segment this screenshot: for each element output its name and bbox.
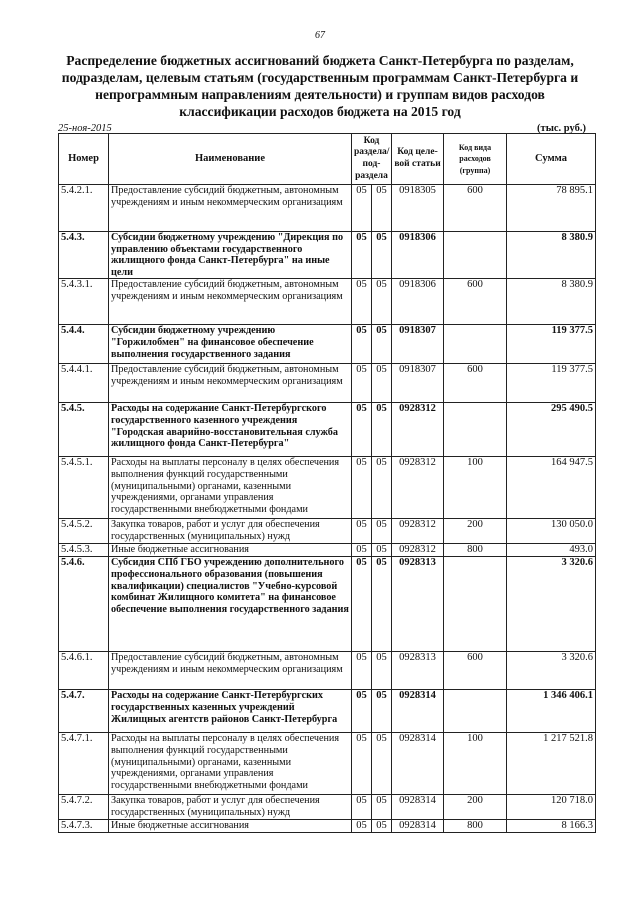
row-target-code: 0918306 xyxy=(392,232,444,279)
row-expense-code: 100 xyxy=(444,733,507,795)
row-section-code: 05 xyxy=(352,403,372,457)
table-header-row xyxy=(59,134,596,185)
table-row xyxy=(59,690,596,733)
row-section-code: 05 xyxy=(352,325,372,364)
table-row xyxy=(59,403,596,457)
row-subsection-code: 05 xyxy=(372,557,392,652)
row-section-code: 05 xyxy=(352,185,372,232)
row-expense-code: 800 xyxy=(444,544,507,557)
row-number: 5.4.6.1. xyxy=(59,652,109,690)
row-name: Расходы на содержание Санкт-Петербургского государственного казенного учреждения "Городская аварийно-восстановительная служба жилищного фонда Санкт-Петербурга" xyxy=(109,403,352,457)
row-subsection-code: 05 xyxy=(372,519,392,544)
row-number: 5.4.7.2. xyxy=(59,795,109,820)
row-name: Предоставление субсидий бюджетным, автономным учреждениям и иным некоммерческим организациям xyxy=(109,279,352,325)
document-date: 25-ноя-2015 xyxy=(58,123,112,134)
row-amount: 78 895.1 xyxy=(507,185,596,232)
row-name: Предоставление субсидий бюджетным, автономным учреждениям и иным некоммерческим организациям xyxy=(109,652,352,690)
row-target-code: 0928313 xyxy=(392,652,444,690)
row-target-code: 0918306 xyxy=(392,279,444,325)
header-sum: Сумма xyxy=(507,134,596,185)
row-number: 5.4.3.1. xyxy=(59,279,109,325)
row-amount: 8 166.3 xyxy=(507,820,596,833)
row-amount: 120 718.0 xyxy=(507,795,596,820)
row-subsection-code: 05 xyxy=(372,652,392,690)
row-section-code: 05 xyxy=(352,733,372,795)
row-number: 5.4.7.1. xyxy=(59,733,109,795)
header-number: Номер xyxy=(59,134,109,185)
row-target-code: 0918307 xyxy=(392,325,444,364)
row-expense-code xyxy=(444,403,507,457)
row-section-code: 05 xyxy=(352,457,372,519)
row-amount: 119 377.5 xyxy=(507,325,596,364)
row-number: 5.4.3. xyxy=(59,232,109,279)
row-expense-code xyxy=(444,325,507,364)
table-row xyxy=(59,557,596,652)
row-section-code: 05 xyxy=(352,544,372,557)
row-expense-code: 200 xyxy=(444,795,507,820)
table-row xyxy=(59,519,596,544)
row-number: 5.4.5. xyxy=(59,403,109,457)
row-subsection-code: 05 xyxy=(372,544,392,557)
row-section-code: 05 xyxy=(352,795,372,820)
row-name: Предоставление субсидий бюджетным, автономным учреждениям и иным некоммерческим организациям xyxy=(109,185,352,232)
row-target-code: 0918307 xyxy=(392,364,444,403)
row-amount: 130 050.0 xyxy=(507,519,596,544)
row-expense-code xyxy=(444,690,507,733)
row-name: Субсидии бюджетному учреждению "Горжилобмен" на финансовое обеспечение выполнения государственного задания xyxy=(109,325,352,364)
row-target-code: 0928313 xyxy=(392,557,444,652)
row-subsection-code: 05 xyxy=(372,733,392,795)
header-expense: Код вида расходов (группа) xyxy=(444,134,507,185)
table-row xyxy=(59,185,596,232)
row-subsection-code: 05 xyxy=(372,457,392,519)
row-amount: 8 380.9 xyxy=(507,232,596,279)
row-subsection-code: 05 xyxy=(372,279,392,325)
row-section-code: 05 xyxy=(352,519,372,544)
row-name: Расходы на выплаты персоналу в целях обеспечения выполнения функций государственными (муниципальными) органами, казенными учреждениями, органами управления государственными внебюджетными фондами xyxy=(109,457,352,519)
row-name: Иные бюджетные ассигнования xyxy=(109,820,352,833)
row-subsection-code: 05 xyxy=(372,364,392,403)
row-amount: 3 320.6 xyxy=(507,652,596,690)
row-subsection-code: 05 xyxy=(372,232,392,279)
table-row xyxy=(59,364,596,403)
page-number: 67 xyxy=(315,30,325,41)
row-expense-code xyxy=(444,232,507,279)
row-expense-code: 600 xyxy=(444,279,507,325)
row-number: 5.4.2.1. xyxy=(59,185,109,232)
row-number: 5.4.6. xyxy=(59,557,109,652)
row-subsection-code: 05 xyxy=(372,403,392,457)
row-name: Закупка товаров, работ и услуг для обеспечения государственных (муниципальных) нужд xyxy=(109,795,352,820)
row-target-code: 0918305 xyxy=(392,185,444,232)
row-name: Закупка товаров, работ и услуг для обеспечения государственных (муниципальных) нужд xyxy=(109,519,352,544)
row-target-code: 0928314 xyxy=(392,690,444,733)
row-amount: 1 346 406.1 xyxy=(507,690,596,733)
table-body xyxy=(59,185,596,833)
units-label: (тыс. руб.) xyxy=(537,123,586,134)
row-expense-code: 600 xyxy=(444,652,507,690)
row-section-code: 05 xyxy=(352,232,372,279)
row-section-code: 05 xyxy=(352,820,372,833)
header-target: Код целе- вой статьи xyxy=(392,134,444,185)
row-number: 5.4.5.3. xyxy=(59,544,109,557)
row-amount: 295 490.5 xyxy=(507,403,596,457)
row-amount: 3 320.6 xyxy=(507,557,596,652)
row-number: 5.4.4.1. xyxy=(59,364,109,403)
row-amount: 164 947.5 xyxy=(507,457,596,519)
document-title: Распределение бюджетных ассигнований бюджета Санкт-Петербурга по разделам, подразделам, целевым статьям (государственным программам Санкт-Петербурга и непрограммным направлениям деятельности) и группам видов расходов классификации расходов бюджета на 2015 год xyxy=(61,53,579,119)
table-row xyxy=(59,232,596,279)
row-name: Предоставление субсидий бюджетным, автономным учреждениям и иным некоммерческим организациям xyxy=(109,364,352,403)
row-section-code: 05 xyxy=(352,690,372,733)
row-subsection-code: 05 xyxy=(372,690,392,733)
table-row xyxy=(59,733,596,795)
row-amount: 493.0 xyxy=(507,544,596,557)
table-row xyxy=(59,795,596,820)
row-subsection-code: 05 xyxy=(372,325,392,364)
row-name: Расходы на выплаты персоналу в целях обеспечения выполнения функций государственными (муниципальными) органами, казенными учреждениями, органами управления государственными внебюджетными фондами xyxy=(109,733,352,795)
row-amount: 8 380.9 xyxy=(507,279,596,325)
row-section-code: 05 xyxy=(352,557,372,652)
header-section: Код раздела/ под- раздела xyxy=(352,134,392,185)
row-number: 5.4.5.2. xyxy=(59,519,109,544)
row-section-code: 05 xyxy=(352,279,372,325)
header-name: Наименование xyxy=(109,134,352,185)
row-expense-code: 200 xyxy=(444,519,507,544)
row-section-code: 05 xyxy=(352,652,372,690)
row-number: 5.4.5.1. xyxy=(59,457,109,519)
row-name: Субсидии бюджетному учреждению "Дирекция по управлению объектами государственного жилищного фонда Санкт-Петербурга" на иные цели xyxy=(109,232,352,279)
row-subsection-code: 05 xyxy=(372,795,392,820)
row-section-code: 05 xyxy=(352,364,372,403)
row-target-code: 0928312 xyxy=(392,544,444,557)
row-target-code: 0928312 xyxy=(392,519,444,544)
table-row xyxy=(59,457,596,519)
row-name: Иные бюджетные ассигнования xyxy=(109,544,352,557)
row-expense-code: 600 xyxy=(444,364,507,403)
row-number: 5.4.4. xyxy=(59,325,109,364)
row-amount: 119 377.5 xyxy=(507,364,596,403)
budget-table xyxy=(58,133,596,833)
row-target-code: 0928312 xyxy=(392,457,444,519)
row-target-code: 0928314 xyxy=(392,795,444,820)
row-target-code: 0928312 xyxy=(392,403,444,457)
row-number: 5.4.7. xyxy=(59,690,109,733)
table-row xyxy=(59,652,596,690)
row-expense-code xyxy=(444,557,507,652)
row-subsection-code: 05 xyxy=(372,820,392,833)
row-expense-code: 100 xyxy=(444,457,507,519)
row-number: 5.4.7.3. xyxy=(59,820,109,833)
table-row xyxy=(59,279,596,325)
row-amount: 1 217 521.8 xyxy=(507,733,596,795)
row-subsection-code: 05 xyxy=(372,185,392,232)
row-name: Расходы на содержание Санкт-Петербургских государственных казенных учреждений Жилищных агентств районов Санкт-Петербурга xyxy=(109,690,352,733)
row-target-code: 0928314 xyxy=(392,733,444,795)
row-name: Субсидия СПб ГБО учреждению дополнительного профессионального образования (повышения квалификации) специалистов "Учебно-курсовой комбинат Жилищного комитета" на финансовое обеспечение выполнения государственного задания xyxy=(109,557,352,652)
table-row xyxy=(59,544,596,557)
row-target-code: 0928314 xyxy=(392,820,444,833)
row-expense-code: 600 xyxy=(444,185,507,232)
table-row xyxy=(59,820,596,833)
row-expense-code: 800 xyxy=(444,820,507,833)
table-row xyxy=(59,325,596,364)
